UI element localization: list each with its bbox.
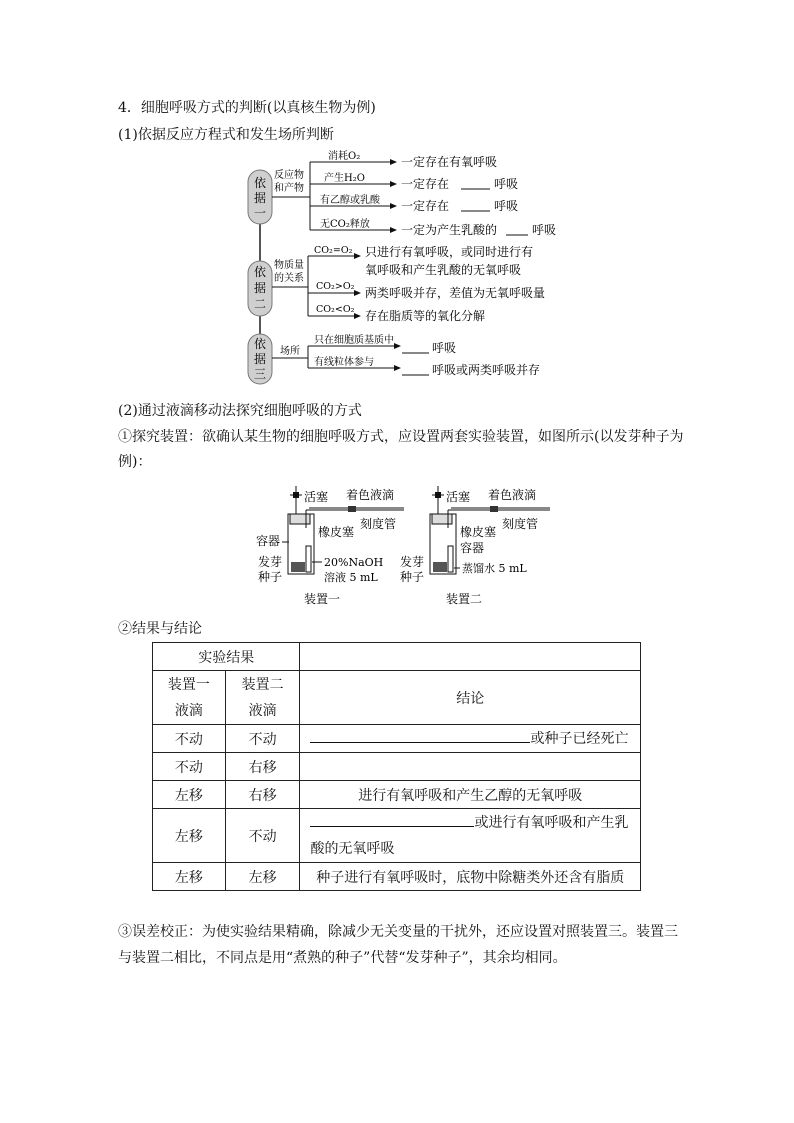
cond-cytoplasm-only: 只在细胞质基质中 [314, 335, 394, 346]
group1-label: 反应物 [274, 170, 304, 181]
svg-text:据: 据 [253, 191, 267, 205]
table-row: 左移 左移 种子进行有氧呼吸时，底物中除糖类外还含有脂质 [153, 863, 641, 891]
table-row: 不动 不动 或种子已经死亡 [153, 725, 641, 753]
result-2b: 呼吸 [494, 177, 519, 191]
table-row: 不动 右移 [153, 753, 641, 781]
result-3a: 一定存在 [401, 199, 450, 213]
svg-text:种子: 种子 [258, 570, 283, 584]
results-table [152, 642, 641, 891]
svg-text:容器: 容器 [460, 541, 485, 555]
svg-text:20%NaOH: 20%NaOH [324, 556, 384, 569]
cond-co2-eq-o2: CO₂=O₂ [314, 245, 353, 256]
apparatus-paragraph-line1: ①探究装置：欲确认某生物的细胞呼吸方式，应设置两套实验装置，如图所示(以发芽种子为 [118, 429, 684, 445]
table-row: 左移 右移 进行有氧呼吸和产生乙醇的无氧呼吸 [153, 781, 641, 809]
svg-text:据: 据 [253, 352, 267, 366]
svg-text:溶液 5 mL: 溶液 5 mL [324, 571, 378, 584]
error-correction-line1: ③误差校正：为使实验结果精确，除减少无关变量的干扰外，还应设置对照装置三。装置三 [118, 924, 678, 940]
result-4a: 一定为产生乳酸的 [401, 223, 498, 237]
header-apparatus-two: 装置二 液滴 [225, 671, 300, 725]
cond-ethanol-lactate: 有乙醇或乳酸 [320, 195, 380, 206]
header-apparatus-one: 装置一 液滴 [153, 671, 226, 725]
svg-text:依: 依 [253, 337, 267, 351]
table-row: 左移 不动 或进行有氧呼吸和产生乳 酸的无氧呼吸 [153, 809, 641, 863]
header-experiment-results: 实验结果 [153, 643, 300, 671]
svg-text:橡皮塞: 橡皮塞 [318, 525, 355, 539]
svg-text:活塞: 活塞 [304, 490, 329, 504]
cond-no-co2: 无CO₂释放 [320, 219, 370, 230]
subheading-2: (2)通过液滴移动法探究细胞呼吸的方式 [118, 403, 362, 419]
basis-two-capsule [248, 261, 272, 316]
svg-text:发芽: 发芽 [400, 555, 425, 569]
error-correction-line2: 与装置二相比，不同点是用“煮熟的种子”代替“发芽种子”，其余均相同。 [118, 950, 567, 966]
cond-consume-o2: 消耗O₂ [328, 151, 361, 162]
basis-one-capsule [248, 170, 272, 224]
svg-text:装置二: 装置二 [446, 592, 483, 606]
svg-text:刻度管: 刻度管 [502, 517, 539, 531]
svg-text:和产物: 和产物 [274, 183, 304, 194]
svg-text:容器: 容器 [256, 534, 281, 548]
result-3b: 呼吸 [494, 199, 519, 213]
svg-text:刻度管: 刻度管 [360, 517, 397, 531]
apparatus-figure [254, 484, 554, 612]
cond-co2-lt-o2: CO₂<O₂ [316, 304, 355, 315]
result-5-line1: 只进行有氧呼吸，或同时进行有 [365, 245, 534, 259]
svg-text:据: 据 [253, 281, 267, 295]
svg-text:着色液滴: 着色液滴 [346, 488, 395, 502]
result-4b: 呼吸 [532, 223, 557, 237]
apparatus-two [400, 486, 550, 606]
svg-text:依: 依 [253, 176, 267, 190]
cond-mitochondria: 有线粒体参与 [314, 357, 374, 368]
svg-text:一: 一 [253, 206, 267, 220]
header-conclusion: 结论 [300, 671, 641, 725]
group2-label: 物质量 [274, 260, 304, 271]
svg-text:种子: 种子 [400, 570, 425, 584]
svg-text:橡皮塞: 橡皮塞 [460, 525, 497, 539]
result-5-line2: 氧呼吸和产生乳酸的无氧呼吸 [365, 263, 522, 277]
result-1: 一定存在有氧呼吸 [401, 155, 498, 169]
svg-text:装置一: 装置一 [304, 592, 341, 606]
result-7: 存在脂质等的氧化分解 [365, 309, 486, 323]
group3-label: 场所 [280, 346, 300, 357]
result-6: 两类呼吸并存，差值为无氧呼吸量 [365, 286, 546, 300]
svg-text:的关系: 的关系 [274, 273, 304, 284]
apparatus-one [256, 486, 404, 606]
svg-text:活塞: 活塞 [446, 490, 471, 504]
svg-text:三: 三 [253, 367, 267, 381]
svg-text:二: 二 [253, 297, 267, 311]
basis-flowchart [244, 146, 564, 386]
cond-co2-gt-o2: CO₂>O₂ [316, 281, 355, 292]
result-8: 呼吸 [432, 341, 457, 355]
svg-text:依: 依 [253, 265, 267, 279]
section-heading: 4．细胞呼吸方式的判断(以真核生物为例) [118, 100, 376, 116]
subheading-3: ②结果与结论 [118, 621, 202, 637]
subheading-1: (1)依据反应方程式和发生场所判断 [118, 127, 334, 143]
basis-three-capsule [248, 334, 272, 384]
result-9: 呼吸或两类呼吸并存 [432, 363, 541, 377]
svg-text:着色液滴: 着色液滴 [488, 488, 537, 502]
svg-text:蒸馏水 5 mL: 蒸馏水 5 mL [462, 562, 527, 575]
apparatus-paragraph-line2: 例)： [118, 454, 152, 470]
result-2a: 一定存在 [401, 177, 450, 191]
cond-produce-h2o: 产生H₂O [324, 173, 365, 184]
svg-text:发芽: 发芽 [258, 555, 283, 569]
